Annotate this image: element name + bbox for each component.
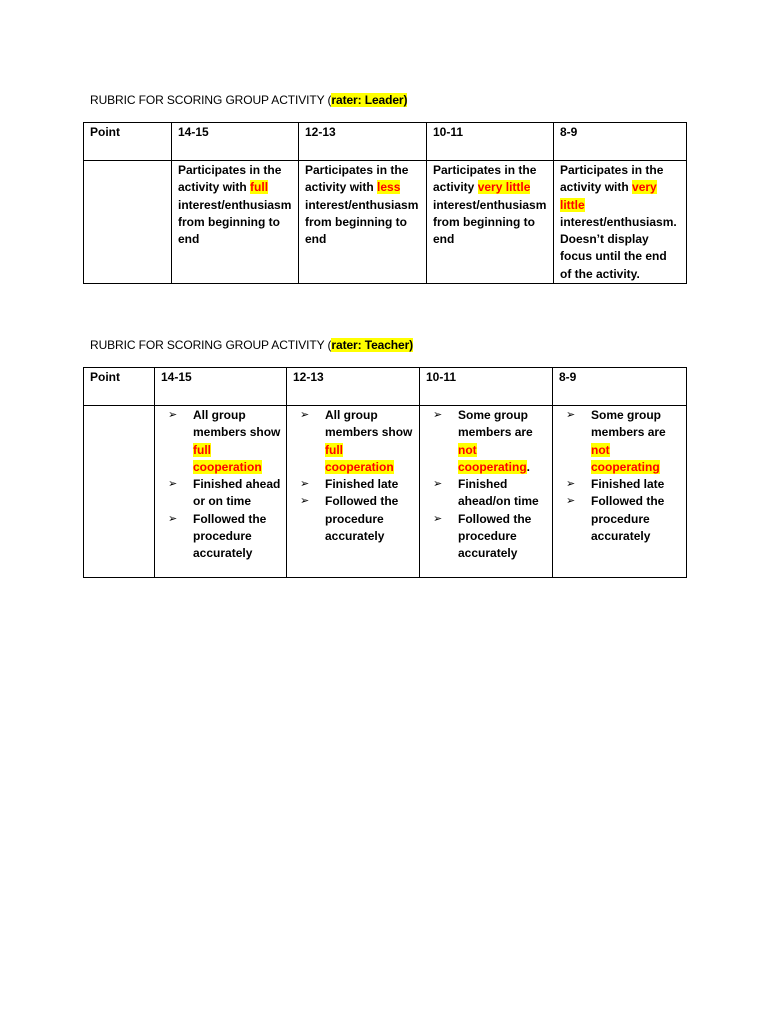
leader-criteria-row xyxy=(84,161,687,284)
arrow-bullet-icon: ➢ xyxy=(433,409,443,421)
criteria-list xyxy=(426,407,547,563)
arrow-bullet-icon: ➢ xyxy=(168,512,178,525)
list-item: ➢ All group members show full cooperation xyxy=(168,408,281,474)
arrow-bullet-icon: ➢ xyxy=(300,409,310,421)
leader-point-label: Point xyxy=(84,123,172,161)
leader-header-cell: 8-9 xyxy=(554,123,687,161)
teacher-header-cell: 12-13 xyxy=(287,368,420,406)
list-item: ➢ Followed the procedure accurately xyxy=(168,511,267,561)
arrow-bullet-icon: ➢ xyxy=(300,478,310,491)
arrow-bullet-icon: ➢ xyxy=(566,495,576,508)
teacher-title-highlight: rater: Teacher) xyxy=(331,338,414,352)
arrow-bullet-icon: ➢ xyxy=(300,495,310,508)
arrow-bullet-icon: ➢ xyxy=(433,512,443,525)
leader-header-cell: 10-11 xyxy=(427,123,554,161)
leader-criteria-cell: Participates in the activity very little interest/enthusiasm from beginning to end xyxy=(427,161,554,284)
list-item: ➢ Followed the procedure accurately xyxy=(433,511,532,561)
teacher-criteria-cell xyxy=(553,406,687,578)
teacher-header-cell: 14-15 xyxy=(155,368,287,406)
teacher-title-prefix: RUBRIC FOR SCORING GROUP ACTIVITY ( xyxy=(90,338,332,352)
teacher-criteria-row xyxy=(84,406,687,578)
teacher-rubric-table xyxy=(83,367,687,578)
leader-criteria-cell: Participates in the activity with full interest/enthusiasm from beginning to end xyxy=(172,161,299,284)
list-item: ➢ Followed the procedure accurately xyxy=(566,494,665,544)
list-item: ➢ Finished ahead/on time xyxy=(433,477,539,509)
leader-header-cell: 14-15 xyxy=(172,123,299,161)
arrow-bullet-icon: ➢ xyxy=(433,478,443,491)
teacher-header-cell: 10-11 xyxy=(420,368,553,406)
criteria-list xyxy=(293,407,414,545)
leader-header-cell: 12-13 xyxy=(299,123,427,161)
leader-criteria-cell: Participates in the activity with very little interest/enthusiasm. Doesn’t display focus until the end of the activity. xyxy=(554,161,687,284)
list-item: ➢ Finished late xyxy=(293,476,414,493)
leader-criteria-cell: Participates in the activity with less interest/enthusiasm from beginning to end xyxy=(299,161,427,284)
list-item: ➢ Finished ahead or on time xyxy=(168,477,281,509)
leader-empty-cell xyxy=(84,161,172,284)
arrow-bullet-icon: ➢ xyxy=(566,409,576,421)
teacher-criteria-cell xyxy=(420,406,553,578)
criteria-list xyxy=(559,407,681,545)
arrow-bullet-icon: ➢ xyxy=(168,478,178,491)
arrow-bullet-icon: ➢ xyxy=(168,409,178,421)
teacher-rubric-title xyxy=(90,338,413,352)
list-item: ➢ Finished late xyxy=(559,476,681,493)
teacher-header-cell: 8-9 xyxy=(553,368,687,406)
list-item: ➢ Followed the procedure accurately xyxy=(300,494,399,544)
teacher-point-label: Point xyxy=(84,368,155,406)
criteria-list xyxy=(161,407,281,563)
leader-rubric-table xyxy=(83,122,687,284)
arrow-bullet-icon: ➢ xyxy=(566,478,576,491)
leader-rubric-title xyxy=(90,93,407,107)
teacher-empty-cell xyxy=(84,406,155,578)
teacher-criteria-cell xyxy=(287,406,420,578)
leader-header-row xyxy=(84,123,687,161)
list-item: ➢ Some group members are not cooperating. xyxy=(433,408,533,474)
list-item: ➢ Some group members are not cooperating xyxy=(566,408,666,474)
leader-title-highlight: rater: Leader) xyxy=(331,93,408,107)
list-item: ➢ All group members show full cooperation xyxy=(300,408,413,474)
teacher-header-row xyxy=(84,368,687,406)
leader-title-prefix: RUBRIC FOR SCORING GROUP ACTIVITY ( xyxy=(90,93,332,107)
teacher-criteria-cell xyxy=(155,406,287,578)
